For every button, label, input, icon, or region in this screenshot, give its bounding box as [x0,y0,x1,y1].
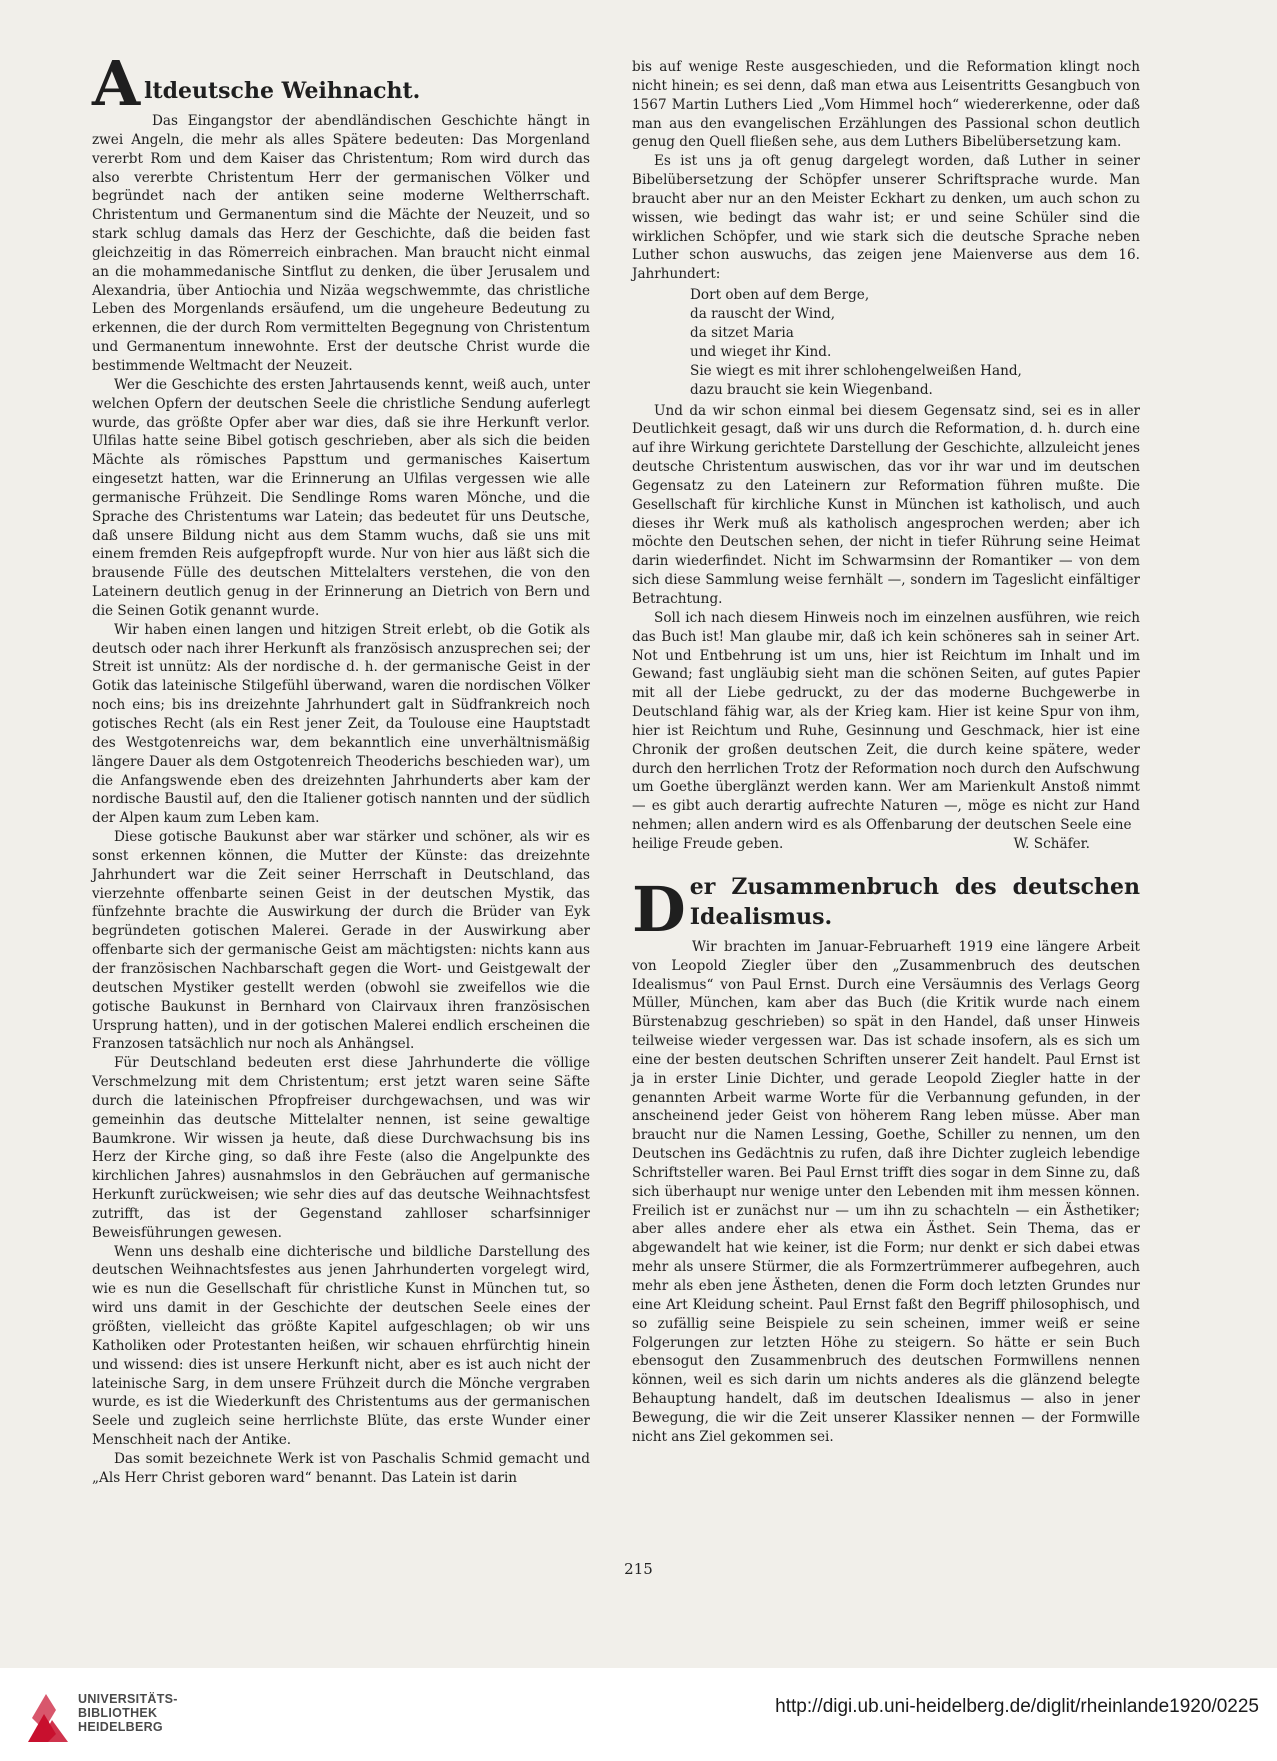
poem-line: da rauscht der Wind, [690,306,836,323]
paragraph: Es ist uns ja oft genug dargelegt worden, daß Luther in seiner Bibelübersetzung der Schöpfer unserer Schriftsprache wurde. Man braucht aber nur an den Meister Eckhart zu denken, um auch schon zu wissen, wie bedingt das wahr ist; er und seine Schüler sind die wirklichen Schöpfer, und wie stark sich die deutsche Sprache neben Luther schon auswuchs, das zeigen jene Maienverse aus dem 16. Jahrhundert: [632,153,1140,283]
paragraph: Wir haben einen langen und hitzigen Streit erlebt, ob die Gotik als deutsch oder nach ihrer Herkunft als französisch anzusprechen sei; der Streit ist unnütz: Als der nordische d. h. der germanische Geist in der Gotik das lateinische Stilgefühl überwand, waren die nordischen Völker noch eins; bis ins dreizehnte Jahrhundert galt in Südfrankreich noch gotisches Recht (als ein Rest jener Zeit, da Toulouse eine Hauptstadt des Westgotenreichs war, dem bekanntlich eine unverhältnismäßig längere Dauer als dem Ostgotenreich Theoderichs beschieden war), um die Anfangswende eben des dreizehnten Jahrhunderts aber kam der nordische Baustil auf, den die Italiener gotisch nannten und der südlich der Alpen kaum zum Leben kam. [92,621,590,827]
paragraph: Wir brachten im Januar-Februarheft 1919 eine längere Arbeit von Leopold Ziegler über den „Zusammenbruch des deutschen Idealismus“ von Paul Ernst. Durch eine Versäumnis des Verlags Georg Müller, München, kam aber das Buch (die Kritik wurde nach einem Bürstenabzug geschrieben) so spät in den Handel, daß unser Hinweis teilweise wieder vergessen war. Das ist schade insofern, als es sich um eine der besten deutschen Schriften unserer Zeit handelt. Paul Ernst ist ja in erster Linie Dichter, und gerade Leopold Ziegler hatte in der genannten Arbeit warme Worte für die Verbannung gefunden, in der anscheinend jeder Geist von höherem Rang leben müsse. Aber man braucht nur die Namen Lessing, Goethe, Schiller zu nennen, um den Deutschen ins Gedächtnis zu rufen, daß ihre Dichter zugleich lebendige Schriftsteller waren. Bei Paul Ernst trifft dies sogar in dem Sinne zu, daß sich überhaupt nur wenige unter den Lebenden mit ihm messen können. Freilich ist er zunächst nur — um ihn zu schachteln — ein Ästhetiker; aber alles andere eher als etwa ein Ästhet. Sein Thema, das er abgewandelt hat wie keiner, ist die Form; nur denkt er sich dabei etwas mehr als unsere Stürmer, die als Formzertrümmerer aufbegehren, auch mehr als eben jene Ästheten, denen die Form doch letzten Grundes nur eine Art Kleidung scheint. Paul Ernst faßt den Begriff philosophisch, und so zufällig seine Beispiele zu sein scheinen, immer weiß er seine Folgerungen zur letzten Höhe zu steigern. So hätte er sein Buch ebensogut den Zusammenbruch des deutschen Formwillens nennen können, weil es sich darin um nichts anderes als die glänzend belegte Behauptung handelt, daß im deutschen Idealismus — also in jener Bewegung, die wir die Zeit unserer Klassiker nennen — der Formwille nicht ans Ziel gekommen sei. [632,938,1140,1445]
paragraph: Für Deutschland bedeuten erst diese Jahrhunderte die völlige Verschmelzung mit dem Christentum; erst jetzt waren seine Säfte durch die lateinischen Pfropfreiser durchgewachsen, und was wir gemeinhin das deutsche Mittelalter nennen, ist seine gewaltige Baumkrone. Wir wissen ja heute, daß diese Durchwachsung bis ins Herz der Kirche ging, so daß ihre Feste (also die Angelpunkte des kirchlichen Jahres) ausnahmslos in den Gebräuchen auf germanische Herkunft zurückweisen; wie sehr dies auf das deutsche Weihnachtsfest zutrifft, das ist der Gegenstand zahlloser scharfsinniger Beweisführungen gewesen. [92,1055,590,1241]
library-name-line: UNIVERSITÄTS- [78,1692,178,1706]
article-title-zusammenbruch [632,872,1140,946]
author-signature: W. Schäfer. [1013,835,1090,852]
poem-line: und wieget ihr Kind. [690,343,832,360]
closing-line [632,835,1140,854]
university-library-logo-icon [26,1684,70,1744]
paragraph: Das somit bezeichnete Werk ist von Paschalis Schmid gemacht und „Als Herr Christ geboren ward“ benannt. Das Latein ist darin [92,1450,590,1486]
poem-line: Sie wiegt es mit ihrer schlohengelweißen Hand, [690,362,1022,379]
poem-line: Dort oben auf dem Berge, [690,287,870,304]
paragraph: Wenn uns deshalb eine dichterische und bildliche Darstellung des deutschen Weihnachtsfestes aus jenen Jahrhunderten vorgelegt wird, wie es nun die Gesellschaft für christliche Kunst in München tut, so wird uns damit in der Geschichte der deutschen Seele eines der größten, vielleicht das größte Kapitel aufgeschlagen; ob wir uns Katholiken oder Protestanten heißen, wir schauen ehrfürchtig hinein und wissend: dies ist unsere Herkunft nicht, aber es ist auch nicht der lateinische Sarg, in dem unsere Frühzeit durch die Mönche vergraben wurde, es ist die Wiederkunft des Christentums aus der germanischen Seele und zugleich seine herrlichste Blüte, das erste Wunder einer Menschheit nach der Antike. [92,1243,590,1449]
title-initial: D [632,872,686,946]
closing-text: heilige Freude geben. [632,835,784,852]
library-footer [0,1668,1277,1761]
right-column [632,58,1140,1447]
poem-line: da sitzet Maria [690,324,794,341]
paragraph: Und da wir schon einmal bei diesem Gegensatz sind, sei es in aller Deutlichkeit gesagt, daß wir uns durch die Reformation, d. h. durch eine auf ihre Wirkung gerichtete Darstellung der Geschichte, allzuleicht jenes deutsche Christentum auswischen, das vor ihr war und im deutschen Gegensatz zu den Lateinern zur Reformation führen mußte. Die Gesellschaft für kirchliche Kunst in München ist katholisch, und auch dieses ihr Werk muß als katholisch angesprochen werden; aber ich möchte den Deutschen sehen, der nicht in tiefer Rührung seine Heimat darin wiederfindet. Nicht im Schwarmsinn der Romantiker — von dem sich diese Sammlung weise fernhält —, sondern im Tageslicht einfältiger Betrachtung. [632,402,1140,607]
paragraph: bis auf wenige Reste ausgeschieden, und die Reformation klingt noch nicht hinein; es sei denn, daß man etwa aus Leisentritts Gesangbuch von 1567 Martin Luthers Lied „Vom Himmel hoch“ wiedererkenne, oder daß man aus den evangelischen Erzählungen des Passional schon deutlich genug den Quell fließen sehe, aus dem Luthers Bibelübersetzung kam. [632,59,1140,151]
left-column [92,47,590,1488]
library-name-line: BIBLIOTHEK [78,1706,158,1720]
paragraph: Das Eingangstor der abendländischen Geschichte hängt in zwei Angeln, die mehr als alles Spätere bedeuten: Das Morgenland vererbt Rom und dem Kaiser das Christentum; Rom wird durch das also vererbte Christentum Herr der germanischen Völker und begründet nach der antiken seine moderne Weltherrschaft. Christentum und Germanentum sind die Mächte der Neuzeit, und so stark schlug damals das Herz der Geschichte, daß die beiden fast gleichzeitig in das Römerreich einbrachen. Man braucht nicht einmal an die mohammedanische Sintflut zu denken, die über Jerusalem und Alexandria, über Antiochia und Nizäa wegschwemmte, das christliche Leben des Morgenlands ersäufend, um die ungeheure Bedeutung zu erkennen, die der durch Rom vermittelten Begegnung von Christentum und Germanentum innewohnte. Erst der deutsche Christ wurde die bestimmende Weltmacht der Neuzeit. [92,113,590,374]
title-initial: A [92,47,141,120]
library-name-line: HEIDELBERG [78,1720,163,1734]
library-name [78,1692,178,1734]
paragraph: Wer die Geschichte des ersten Jahrtausends kennt, weiß auch, unter welchen Opfern der deutschen Seele die christliche Sendung auferlegt wurde, das größte Opfer aber war dies, daß sie ihre Herkunft verlor. Ulfilas hatte seine Bibel gotisch geschrieben, aber als sich die beiden Mächte als römisches Papsttum und germanisches Kaisertum eingesetzt hatten, war die Erinnerung an Ulfilas vergessen wie alle germanische Frühzeit. Die Sendlinge Roms waren Mönche, und die Sprache des Christentums war Latein; das bedeutet für uns Deutsche, daß unsere Bildung nicht aus dem Stamm wuchs, daß sie uns mit einem fremden Reis aufgepfropft wurde. Nur von hier aus läßt sich die brausende Fülle des deutschen Mittelalters verstehen, die von den Lateinern deutlich genug in der Erinnerung an Dietrich von Bern und die Seinen Gotik genannt wurde. [92,376,590,619]
article-title-altdeutsche-weihnacht [92,47,590,120]
title-text: ltdeutsche Weihnacht. [144,78,421,104]
paragraph: Soll ich nach diesem Hinweis noch im einzelnen ausführen, wie reich das Buch ist! Man glaube mir, daß ich kein schöneres sah in seiner Art. Not und Entbehrung ist um uns, hier ist Reichtum im Inhalt und im Gewand; fast ungläubig sieht man die schönen Seiten, auf gutes Papier mit all der Liebe gedruckt, zu der das moderne Buchgewerbe in Deutschland fähig war, als der Krieg kam. Hier ist keine Spur von ihm, hier ist Reichtum und Ruhe, Gesinnung und Geschmack, hier ist eine Chronik der großen deutschen Zeit, die durch keine spätere, weder durch den herrlichen Trotz der Reformation noch durch den Aufschwung um Goethe überglänzt werden kann. Wer am Marienkult Anstoß nimmt — es gibt auch derartig aufrechte Naturen —, möge es nicht zur Hand nehmen; allen andern wird es als Offenbarung der deutschen Seele eine [632,609,1140,834]
page-number: 215 [624,1560,653,1578]
poem-line: dazu braucht sie kein Wiegenband. [690,381,933,398]
title-text: er Zusammenbruch des deutschen Idealismus. [689,873,1140,930]
source-url-link[interactable]: http://digi.ub.uni-heidelberg.de/diglit/rheinlande1920/0225 [775,1696,1259,1717]
poem-block [690,286,1140,399]
paragraph: Diese gotische Baukunst aber war stärker und schöner, als wir es sonst erkennen können, die Mutter der Künste: das dreizehnte Jahrhundert war die Zeit seiner Herrschaft in Deutschland, das vierzehnte offenbarte seinen Geist in der deutschen Mystik, das fünfzehnte brachte die Auswirkung der durch die Brüder van Eyk begründeten gotischen Malerei. Gerade in der Auswirkung aber offenbarte sich der germanische Geist am mächtigsten: nichts kann aus der französischen Nachbarschaft gegen die Wort- und Geistgewalt der deutschen Mystiker gestellt werden (obwohl sie zweifellos wie die gotische Baukunst in Bernhard von Clairvaux ihren französischen Ursprung hatten), und in der gotischen Malerei endlich erscheinen die Franzosen tatsächlich nur noch als Anhängsel. [92,829,590,1053]
